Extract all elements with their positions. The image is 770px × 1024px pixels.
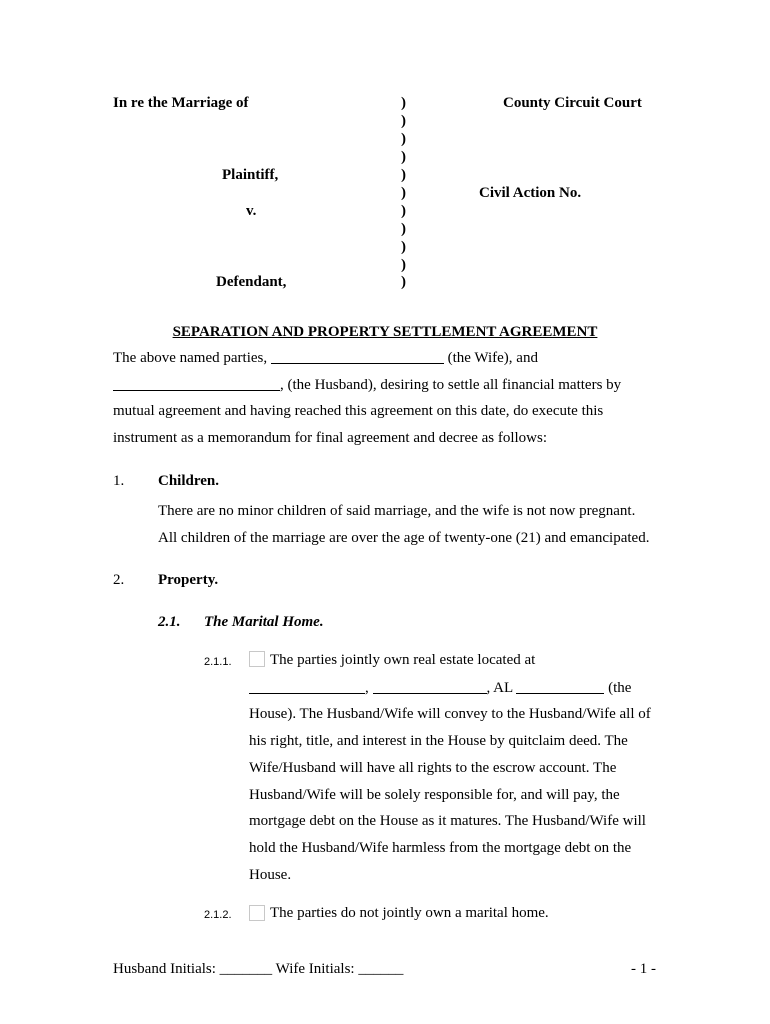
state-text: , AL [486, 680, 513, 696]
children-line-2: All children of the marriage are over the age of twenty-one (21) and emancipated. [158, 530, 650, 546]
item-body-line: his right, title, and interest in the House by quitclaim deed. The [249, 733, 628, 749]
intro-line-3: mutual agreement and having reached this agreement on this date, do execute this [113, 403, 604, 419]
intro-line-1 [113, 349, 538, 367]
zip-blank[interactable] [516, 679, 604, 694]
intro-text: The above named parties, [113, 350, 268, 366]
city-blank[interactable] [373, 679, 487, 694]
section-number: 2. [113, 572, 125, 588]
document-title: SEPARATION AND PROPERTY SETTLEMENT AGREEMENT [172, 324, 598, 340]
footer-initials: Husband Initials: _______ Wife Initials: ______ [113, 961, 404, 977]
item-body-line: mortgage debt on the House as it matures. The Husband/Wife will [249, 813, 646, 829]
children-line-1: There are no minor children of said marriage, and the wife is not now pregnant. [158, 503, 636, 519]
caption-paren: ) [401, 149, 406, 165]
husband-name-blank[interactable] [113, 376, 280, 391]
plaintiff-label: Plaintiff, [222, 167, 279, 183]
wife-name-blank[interactable] [271, 349, 444, 364]
item-text: The parties do not jointly own a marital home. [270, 905, 549, 921]
item-body-line: House). The Husband/Wife will convey to the Husband/Wife all of [249, 706, 651, 722]
caption-paren: ) [401, 239, 406, 255]
in-re-marriage-label: In re the Marriage of [113, 95, 249, 111]
defendant-label: Defendant, [216, 274, 287, 290]
caption-paren: ) [401, 203, 406, 219]
intro-text: (the Wife), and [447, 350, 538, 366]
item-body-line: Husband/Wife will be solely responsible for, and will pay, the [249, 787, 620, 803]
comma-text: , [365, 680, 369, 696]
caption-paren: ) [401, 113, 406, 129]
subsection-number: 2.1. [158, 614, 181, 630]
no-joint-home-checkbox[interactable] [249, 905, 265, 921]
section-heading-property: Property. [158, 572, 219, 588]
item-number: 2.1.1. [204, 656, 232, 668]
item-body-line: Wife/Husband will have all rights to the escrow account. The [249, 760, 617, 776]
court-name: County Circuit Court [503, 95, 642, 111]
street-blank[interactable] [249, 679, 365, 694]
item-body-line: hold the Husband/Wife harmless from the mortgage debt on the [249, 840, 632, 856]
caption-paren: ) [401, 95, 406, 111]
caption-paren: ) [401, 221, 406, 237]
joint-ownership-checkbox[interactable] [249, 651, 265, 667]
section-heading-children: Children. [158, 473, 219, 489]
page-number: - 1 - [631, 961, 656, 977]
item-text: (the [608, 680, 632, 696]
caption-paren: ) [401, 274, 406, 290]
versus-label: v. [246, 203, 257, 219]
item-text: The parties jointly own real estate located at [270, 652, 536, 668]
item-number: 2.1.2. [204, 909, 232, 921]
item-body-line: House. [249, 867, 292, 883]
subsection-heading-marital-home: The Marital Home. [204, 614, 324, 630]
address-line [249, 679, 631, 697]
caption-paren: ) [401, 257, 406, 273]
caption-paren: ) [401, 167, 406, 183]
civil-action-label: Civil Action No. [479, 185, 582, 201]
intro-text: , (the Husband), desiring to settle all financial matters by [280, 377, 622, 393]
section-number: 1. [113, 473, 125, 489]
intro-line-4: instrument as a memorandum for final agreement and decree as follows: [113, 430, 548, 446]
caption-paren: ) [401, 131, 406, 147]
intro-line-2 [113, 376, 621, 394]
caption-paren: ) [401, 185, 406, 201]
